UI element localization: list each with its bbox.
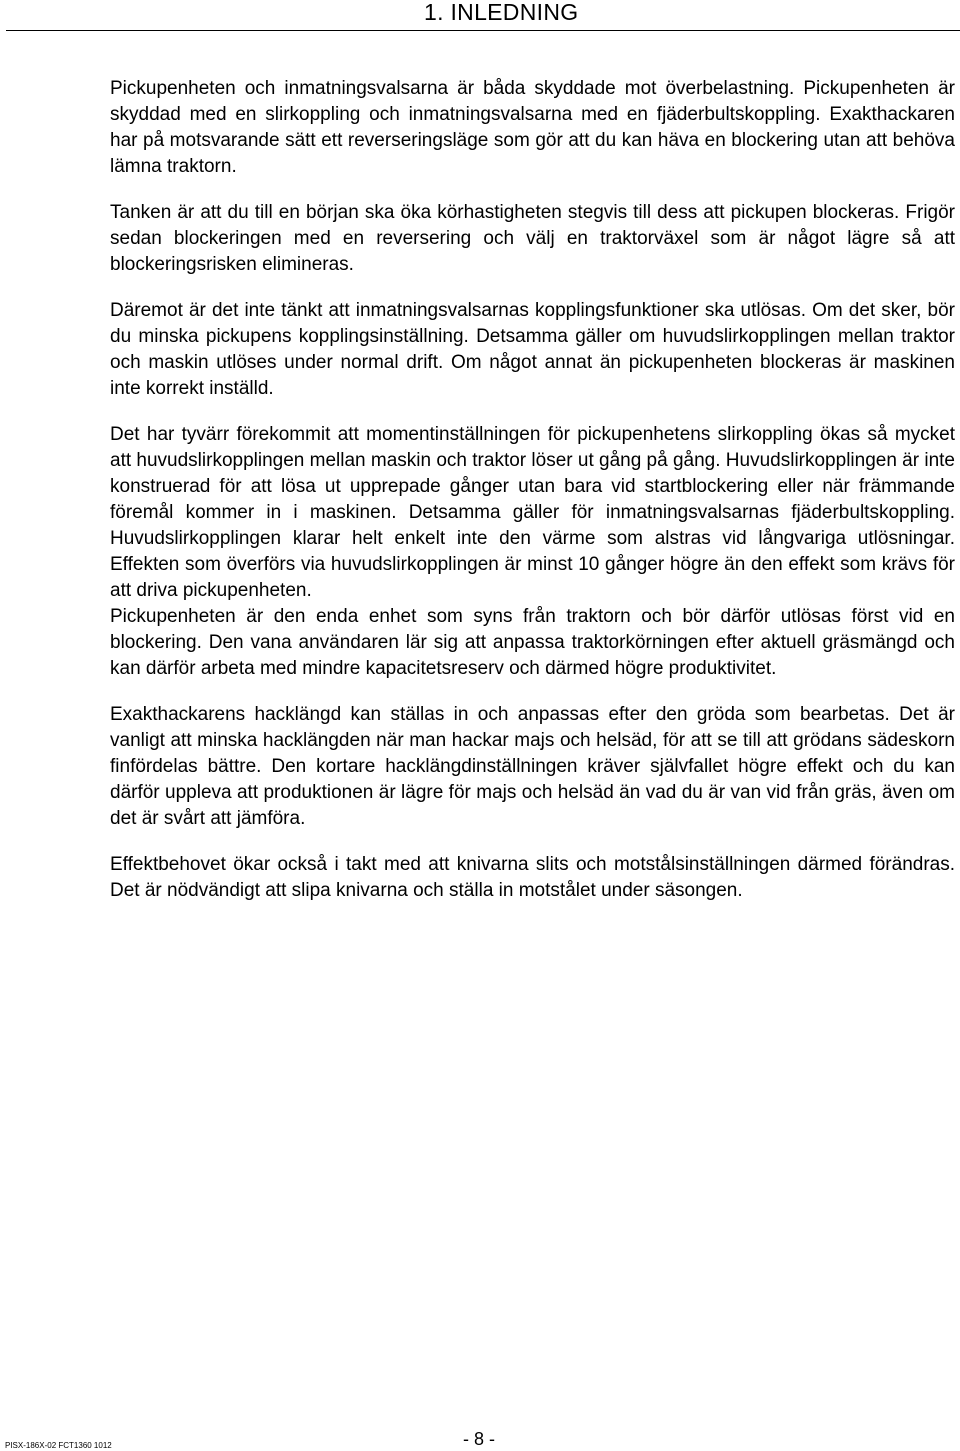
header-divider: [6, 30, 960, 31]
paragraph-chop-length: Exakthackarens hacklängd kan ställas in och anpassas efter den gröda som bearbetas. Det är vanligt att minska hacklängden när man hackar majs och helsäd, för att se till att grödans sädeskorn finfördelas bättre. Den kortare hacklängdinställningen kräver självfallet högre effekt och du kan därför uppleva att produktionen är lägre för majs och helsäd än vad du är van vid från gräs, även om det är svårt att jämföra.: [110, 704, 955, 829]
page-header: [0, 0, 960, 40]
paragraph-overload-protection: Pickupenheten och inmatningsvalsarna är båda skyddade mot överbelastning. Pickupenheten är skyddad med en slirkoppling och inmatningsvalsarna med en fjäderbultskoppling. Exakthackaren har på motsvarande sätt ett reverseringsläge som gör att du kan häva en blockering utan att behöva lämna traktorn.: [110, 78, 955, 177]
page-number: - 8 -: [463, 1429, 496, 1449]
paragraph-torque-setting: Det har tyvärr förekommit att momentinställningen för pickupenhetens slirkoppling ökas så mycket att huvudslirkopplingen mellan maskin och traktor löser ut gång på gång. Huvudslirkopplingen är inte konstruerad för att lösa ut upprepade gånger utan bara vid startblockering eller när främmande föremål kommer in i maskinen. Detsamma gäller för inmatningsvalsarnas fjäderbultskoppling. Huvudslirkopplingen klarar helt enkelt inte den värme som alstras vid långvariga utlösningar. Effekten som överförs via huvudslirkopplingen är minst 10 gånger högre än den effekt som krävs för att driva pickupenheten.: [110, 424, 955, 601]
paragraph-power-demand: Effektbehovet ökar också i takt med att knivarna slits och motstålsinställningen därmed förändras. Det är nödvändigt att slipa knivarna och ställa in motstålet under säsongen.: [110, 854, 955, 901]
paragraph-clutch-functions: Däremot är det inte tänkt att inmatningsvalsarnas kopplingsfunktioner ska utlösas. Om det sker, bör du minska pickupens kopplingsinställning. Detsamma gäller om huvudslirkopplingen mellan traktor och maskin utlöses under normal drift. Om något annat än pickupenheten blockeras är maskinen inte korrekt inställd.: [110, 300, 955, 399]
chapter-title: 1. INLEDNING: [424, 0, 579, 25]
paragraph-pickup-unit: Pickupenheten är den enda enhet som syns från traktorn och bör därför utlösas först vid en blockering. Den vana användaren lär sig att anpassa traktorkörningen efter aktuell gräsmängd och kan därför arbeta med mindre kapacitetsreserv och därmed högre produktivitet.: [110, 606, 955, 679]
body-text: [110, 76, 955, 924]
paragraph-speed-advice: Tanken är att du till en början ska öka körhastigheten stegvis till dess att pickupen blockeras. Frigör sedan blockeringen med en reversering och välj en traktorväxel som är något lägre så att blockeringsrisken elimineras.: [110, 202, 955, 275]
document-code: PISX-186X-02 FCT1360 1012: [5, 1441, 112, 1450]
